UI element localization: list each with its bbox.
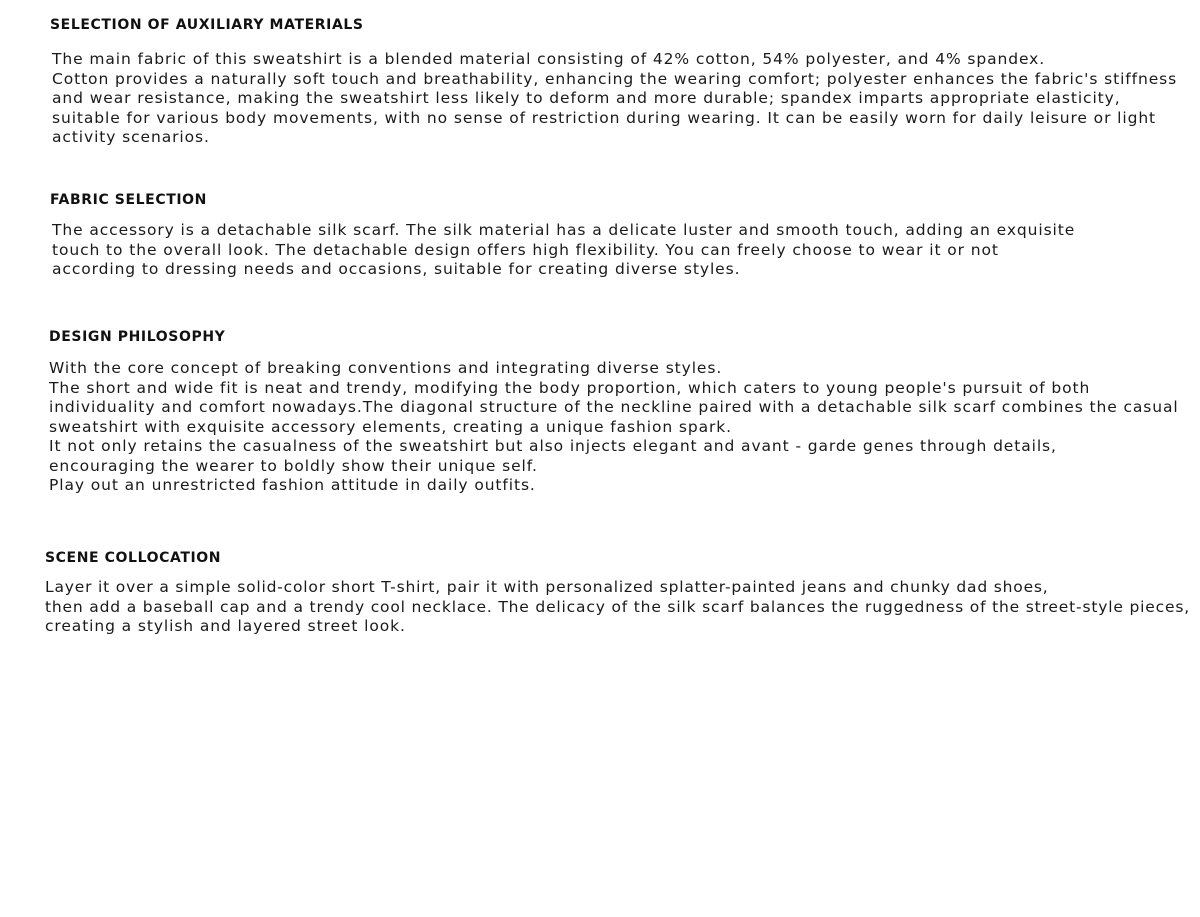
body-line: encouraging the wearer to boldly show their unique self. [49,456,538,475]
body-line: according to dressing needs and occasions, suitable for creating diverse styles. [52,260,741,278]
section-body [52,50,1177,148]
section-body [52,221,1075,280]
body-line: The short and wide fit is neat and trendy, modifying the body proportion, which caters to young people's pursuit of both [49,378,1091,397]
section-body [49,359,1179,496]
body-line: The main fabric of this sweatshirt is a blended material consisting of 42% cotton, 54% polyester, and 4% spandex. [52,50,1046,68]
body-line: It not only retains the casualness of the sweatshirt but also injects elegant and avant - garde genes through details, [49,437,1057,455]
section-heading: SELECTION OF AUXILIARY MATERIALS [50,17,364,33]
body-line: Play out an unrestricted fashion attitude in daily outfits. [49,476,536,494]
body-line: then add a baseball cap and a trendy cool necklace. The delicacy of the silk scarf balances the ruggedness of the street-style pieces, [45,597,1190,616]
body-line: touch to the overall look. The detachable design offers high flexibility. You can freely choose to wear it or not [52,240,999,259]
body-line: creating a stylish and layered street look. [45,617,406,635]
section-heading: FABRIC SELECTION [50,192,207,208]
body-line: and wear resistance, making the sweatshirt less likely to deform and more durable; spandex imparts appropriate elasticity, [52,89,1121,107]
body-line: individuality and comfort nowadays.The diagonal structure of the neckline paired with a detachable silk scarf combines the casual [49,398,1179,416]
section-heading: SCENE COLLOCATION [45,550,222,566]
body-line: activity scenarios. [52,128,210,146]
body-line: Cotton provides a naturally soft touch and breathability, enhancing the wearing comfort; polyester enhances the fabric's stiffness [52,69,1178,88]
section-heading: DESIGN PHILOSOPHY [49,329,226,345]
body-line: With the core concept of breaking conventions and integrating diverse styles. [49,359,723,377]
body-line: Layer it over a simple solid-color short T-shirt, pair it with personalized splatter-painted jeans and chunky dad shoes, [45,578,1049,596]
body-line: The accessory is a detachable silk scarf. The silk material has a delicate luster and smooth touch, adding an exquisite [52,221,1076,239]
section-body [45,578,1190,637]
body-line: suitable for various body movements, with no sense of restriction during wearing. It can be easily worn for daily leisure or light [52,108,1157,127]
body-line: sweatshirt with exquisite accessory elements, creating a unique fashion spark. [49,417,732,436]
